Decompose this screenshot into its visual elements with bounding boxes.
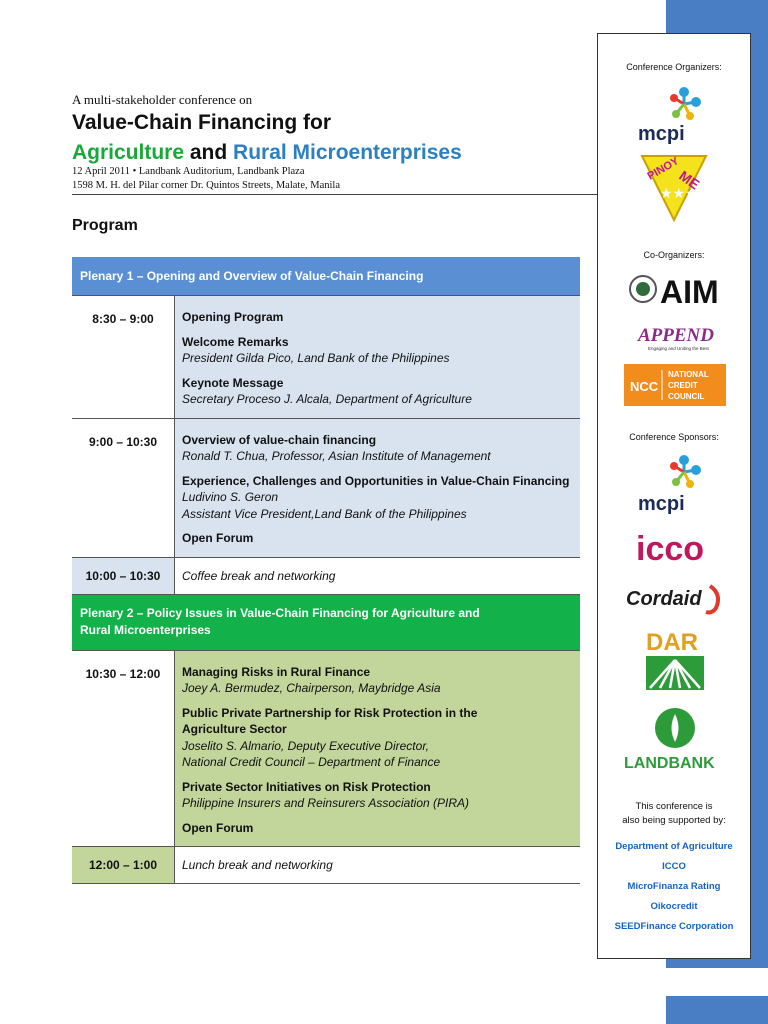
supporter: MicroFinanza Rating xyxy=(627,881,721,892)
conference-intro: A multi-stakeholder conference on xyxy=(72,92,253,107)
item-title: Welcome Remarks xyxy=(182,334,289,349)
strip-bottom-bar xyxy=(666,996,768,1024)
dar-text: DAR xyxy=(646,629,698,656)
item-title: Public Private Partnership for Risk Protection in the xyxy=(182,705,478,720)
address: 1598 M. H. del Pilar corner Dr. Quintos Streets, Malate, Manila xyxy=(72,180,340,191)
sponsors-label: Conference Sponsors: xyxy=(629,432,719,442)
item-title: Overview of value-chain financing xyxy=(182,432,377,447)
ncc-line1: NATIONAL xyxy=(668,370,709,379)
slot-content xyxy=(175,418,581,557)
break-time: 10:00 – 10:30 xyxy=(72,557,175,594)
item-speaker: Joey A. Bermudez, Chairperson, Maybridge Asia xyxy=(182,681,441,695)
break-label: Coffee break and networking xyxy=(175,557,581,594)
item-title: Managing Risks in Rural Finance xyxy=(182,664,371,679)
slot-content xyxy=(175,650,581,847)
title-and: and xyxy=(184,141,234,164)
landbank-text: LANDBANK xyxy=(624,755,715,772)
item-title: Experience, Challenges and Opportunities in Value-Chain Financing xyxy=(182,473,570,488)
item-title: Opening Program xyxy=(182,310,284,324)
plenary-2-header xyxy=(72,594,580,650)
mcpi-text: mcpi xyxy=(638,493,685,514)
append-text: APPEND xyxy=(638,325,714,346)
item-speaker: Assistant Vice President,Land Bank of the Philippines xyxy=(182,506,467,521)
program-table xyxy=(72,257,580,884)
program-heading: Program xyxy=(72,217,138,234)
item-title: Keynote Message xyxy=(182,375,284,390)
supporter: Oikocredit xyxy=(650,901,698,912)
item-speaker: National Credit Council – Department of Finance xyxy=(182,755,441,769)
slot-time: 9:00 – 10:30 xyxy=(72,418,175,557)
supporter: Department of Agriculture xyxy=(615,841,733,852)
item-speaker: Joselito S. Almario, Deputy Executive Director, xyxy=(182,738,429,753)
slot-time: 10:30 – 12:00 xyxy=(72,650,175,847)
header-rule xyxy=(72,194,597,195)
supporter: ICCO xyxy=(662,861,686,872)
append-tagline: Engaging and Uniting the Best xyxy=(648,346,709,351)
item-speaker: Philippine Insurers and Reinsurers Association (PIRA) xyxy=(182,796,470,810)
plenary-1-header: Plenary 1 – Opening and Overview of Value-Chain Financing xyxy=(72,257,580,296)
mcpi-text: mcpi xyxy=(638,123,685,144)
title-agriculture: Agriculture xyxy=(72,141,185,164)
item-title: Open Forum xyxy=(182,820,254,835)
pinoy-me-logo xyxy=(638,152,710,224)
item-speaker: Ronald T. Chua, Professor, Asian Institute of Management xyxy=(182,449,491,463)
title-line-1: Value-Chain Financing for xyxy=(72,111,332,134)
plenary-2-title-line2: Rural Microenterprises xyxy=(80,623,211,637)
pinoy-text: PINOY xyxy=(645,155,682,183)
icco-text: icco xyxy=(636,530,705,568)
cordaid-logo xyxy=(624,576,728,616)
item-title: Agriculture Sector xyxy=(182,722,287,736)
break-label: Lunch break and networking xyxy=(175,847,581,884)
mcpi-logo xyxy=(634,84,714,144)
aim-logo xyxy=(628,270,724,308)
stars-icon: ★★★ xyxy=(660,186,698,202)
append-logo xyxy=(634,319,720,353)
icco-logo xyxy=(634,528,718,570)
aim-text: AIM xyxy=(660,274,719,308)
co-organizers-label: Co-Organizers: xyxy=(643,250,705,260)
dar-logo xyxy=(642,626,708,692)
ncc-line2: CREDIT xyxy=(668,381,698,390)
ncc-line3: COUNCIL xyxy=(668,392,705,401)
landbank-logo xyxy=(620,704,730,774)
item-title: Private Sector Initiatives on Risk Protection xyxy=(182,779,431,794)
slot-time: 8:30 – 9:00 xyxy=(72,296,175,419)
me-text: ME xyxy=(676,167,703,193)
ncc-logo xyxy=(624,364,726,406)
title-rural: Rural Microenterprises xyxy=(233,141,462,164)
supporter: SEEDFinance Corporation xyxy=(614,921,734,932)
support-line-2: also being supported by: xyxy=(622,815,726,826)
cordaid-text: Cordaid xyxy=(626,588,702,610)
sponsor-sidebar xyxy=(597,33,751,959)
break-time: 12:00 – 1:00 xyxy=(72,847,175,884)
item-speaker: Ludivino S. Geron xyxy=(182,490,279,504)
plenary-2-title-line1: Plenary 2 – Policy Issues in Value-Chain Financing for Agriculture and xyxy=(80,606,480,620)
title-line-2 xyxy=(72,141,462,165)
strip-gap xyxy=(666,968,768,996)
ncc-text: NCC xyxy=(630,379,659,394)
support-line-1: This conference is xyxy=(635,801,713,812)
mcpi-logo xyxy=(634,450,714,514)
organizers-label: Conference Organizers: xyxy=(626,62,722,72)
item-title: Open Forum xyxy=(182,531,254,545)
slot-content xyxy=(175,296,581,419)
date-venue: 12 April 2011 • Landbank Auditorium, Landbank Plaza xyxy=(72,166,305,177)
item-speaker: President Gilda Pico, Land Bank of the Philippines xyxy=(182,351,450,365)
item-speaker: Secretary Proceso J. Alcala, Department of Agriculture xyxy=(182,392,472,406)
